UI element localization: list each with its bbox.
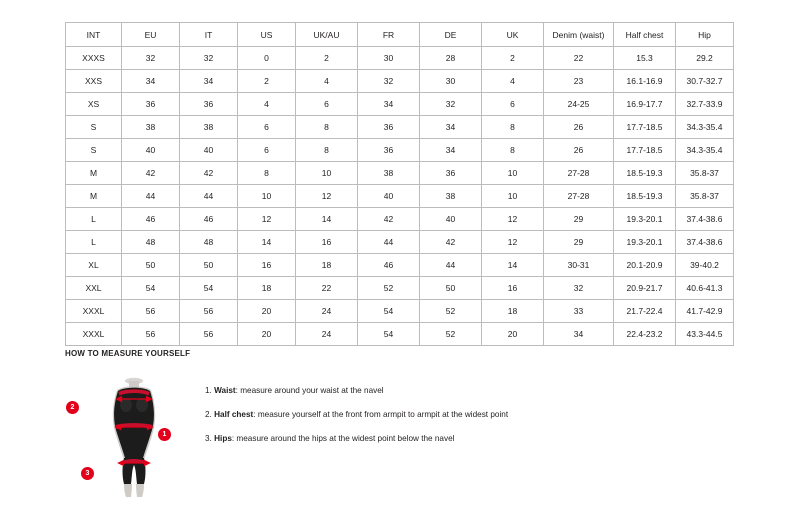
column-header-de: DE <box>420 23 482 47</box>
cell-de: 32 <box>420 93 482 116</box>
cell-us: 6 <box>238 116 296 139</box>
cell-uk-au: 2 <box>296 47 358 70</box>
cell-denim-waist: 33 <box>544 300 614 323</box>
measure-instruction-half-chest <box>205 410 733 420</box>
cell-int: XL <box>66 254 122 277</box>
column-header-uk: UK <box>482 23 544 47</box>
cell-fr: 34 <box>358 93 420 116</box>
how-to-measure-section <box>65 349 733 497</box>
cell-denim-waist: 29 <box>544 208 614 231</box>
column-header-half-chest: Half chest <box>614 23 676 47</box>
measure-instructions <box>195 372 733 444</box>
table-header-row <box>66 23 734 47</box>
column-header-fr: FR <box>358 23 420 47</box>
cell-eu: 48 <box>122 231 180 254</box>
cell-it: 36 <box>180 93 238 116</box>
instruction-number-2: 2. <box>205 409 212 419</box>
cell-eu: 42 <box>122 162 180 185</box>
cell-int: XXXL <box>66 300 122 323</box>
cell-hip: 37.4-38.6 <box>676 208 734 231</box>
cell-uk-au: 18 <box>296 254 358 277</box>
cell-eu: 32 <box>122 47 180 70</box>
cell-half-chest: 18.5-19.3 <box>614 162 676 185</box>
cell-fr: 42 <box>358 208 420 231</box>
cell-de: 40 <box>420 208 482 231</box>
instruction-number-1: 1. <box>205 386 212 395</box>
table-row <box>66 323 734 346</box>
cell-uk: 12 <box>482 231 544 254</box>
cell-us: 14 <box>238 231 296 254</box>
cell-int: S <box>66 139 122 162</box>
instruction-term-waist: Waist <box>214 386 236 395</box>
cell-us: 6 <box>238 139 296 162</box>
cell-half-chest: 20.1-20.9 <box>614 254 676 277</box>
cell-fr: 36 <box>358 139 420 162</box>
cell-eu: 54 <box>122 277 180 300</box>
cell-hip: 40.6-41.3 <box>676 277 734 300</box>
cell-us: 20 <box>238 300 296 323</box>
cell-half-chest: 15.3 <box>614 47 676 70</box>
cell-int: L <box>66 231 122 254</box>
table-row <box>66 93 734 116</box>
cell-de: 52 <box>420 300 482 323</box>
cell-denim-waist: 22 <box>544 47 614 70</box>
table-row <box>66 162 734 185</box>
cell-eu: 38 <box>122 116 180 139</box>
cell-eu: 56 <box>122 323 180 346</box>
instruction-text-hips: : measure around the hips at the widest point below the navel <box>231 433 455 443</box>
cell-de: 28 <box>420 47 482 70</box>
size-conversion-table <box>65 22 734 346</box>
cell-uk: 14 <box>482 254 544 277</box>
cell-hip: 34.3-35.4 <box>676 139 734 162</box>
cell-hip: 41.7-42.9 <box>676 300 734 323</box>
column-header-denim-waist: Denim (waist) <box>544 23 614 47</box>
cell-fr: 52 <box>358 277 420 300</box>
cell-half-chest: 17.7-18.5 <box>614 116 676 139</box>
cell-hip: 43.3-44.5 <box>676 323 734 346</box>
cell-uk: 10 <box>482 185 544 208</box>
cell-uk: 20 <box>482 323 544 346</box>
cell-hip: 35.8-37 <box>676 185 734 208</box>
cell-it: 46 <box>180 208 238 231</box>
column-header-hip: Hip <box>676 23 734 47</box>
cell-us: 20 <box>238 323 296 346</box>
cell-us: 2 <box>238 70 296 93</box>
cell-denim-waist: 27-28 <box>544 185 614 208</box>
cell-int: XXXL <box>66 323 122 346</box>
cell-int: XXL <box>66 277 122 300</box>
cell-us: 0 <box>238 47 296 70</box>
cell-it: 40 <box>180 139 238 162</box>
cell-hip: 32.7-33.9 <box>676 93 734 116</box>
instruction-term-hips: Hips <box>214 433 232 443</box>
cell-hip: 34.3-35.4 <box>676 116 734 139</box>
column-header-uk-au: UK/AU <box>296 23 358 47</box>
cell-uk-au: 6 <box>296 93 358 116</box>
cell-denim-waist: 26 <box>544 116 614 139</box>
instruction-text-waist: : measure around your waist at the navel <box>235 386 384 395</box>
cell-us: 4 <box>238 93 296 116</box>
cell-it: 56 <box>180 323 238 346</box>
cell-us: 12 <box>238 208 296 231</box>
cell-denim-waist: 23 <box>544 70 614 93</box>
instruction-text-half-chest: : measure yourself at the front from armpit to armpit at the widest point <box>253 409 509 419</box>
cell-denim-waist: 30-31 <box>544 254 614 277</box>
table-row <box>66 300 734 323</box>
cell-de: 44 <box>420 254 482 277</box>
cell-us: 16 <box>238 254 296 277</box>
measure-instruction-waist <box>205 386 733 396</box>
measure-badge-2: 2 <box>66 401 79 414</box>
how-to-measure-title: HOW TO MEASURE YOURSELF <box>65 349 191 358</box>
cell-fr: 54 <box>358 300 420 323</box>
cell-eu: 34 <box>122 70 180 93</box>
cell-uk-au: 8 <box>296 116 358 139</box>
cell-half-chest: 22.4-23.2 <box>614 323 676 346</box>
cell-fr: 40 <box>358 185 420 208</box>
cell-fr: 30 <box>358 47 420 70</box>
cell-uk-au: 16 <box>296 231 358 254</box>
cell-de: 30 <box>420 70 482 93</box>
cell-denim-waist: 34 <box>544 323 614 346</box>
size-table-container <box>65 22 733 346</box>
cell-hip: 35.8-37 <box>676 162 734 185</box>
cell-fr: 44 <box>358 231 420 254</box>
cell-int: XXS <box>66 70 122 93</box>
table-row <box>66 208 734 231</box>
table-row <box>66 231 734 254</box>
cell-denim-waist: 29 <box>544 231 614 254</box>
cell-it: 54 <box>180 277 238 300</box>
cell-half-chest: 21.7-22.4 <box>614 300 676 323</box>
table-row <box>66 254 734 277</box>
table-row <box>66 139 734 162</box>
cell-uk: 18 <box>482 300 544 323</box>
cell-eu: 46 <box>122 208 180 231</box>
cell-hip: 30.7-32.7 <box>676 70 734 93</box>
cell-de: 50 <box>420 277 482 300</box>
cell-fr: 38 <box>358 162 420 185</box>
cell-uk-au: 24 <box>296 323 358 346</box>
cell-half-chest: 18.5-19.3 <box>614 185 676 208</box>
cell-it: 38 <box>180 116 238 139</box>
cell-denim-waist: 32 <box>544 277 614 300</box>
cell-it: 56 <box>180 300 238 323</box>
cell-uk-au: 14 <box>296 208 358 231</box>
cell-half-chest: 19.3-20.1 <box>614 231 676 254</box>
cell-it: 50 <box>180 254 238 277</box>
cell-int: XS <box>66 93 122 116</box>
column-header-int: INT <box>66 23 122 47</box>
cell-de: 42 <box>420 231 482 254</box>
cell-fr: 54 <box>358 323 420 346</box>
cell-eu: 40 <box>122 139 180 162</box>
mannequin-figure-area <box>65 372 195 497</box>
cell-hip: 37.4-38.6 <box>676 231 734 254</box>
table-row <box>66 277 734 300</box>
cell-half-chest: 17.7-18.5 <box>614 139 676 162</box>
cell-it: 42 <box>180 162 238 185</box>
cell-eu: 36 <box>122 93 180 116</box>
instruction-number-3: 3. <box>205 433 212 443</box>
cell-it: 44 <box>180 185 238 208</box>
cell-us: 18 <box>238 277 296 300</box>
column-header-us: US <box>238 23 296 47</box>
cell-de: 52 <box>420 323 482 346</box>
cell-half-chest: 20.9-21.7 <box>614 277 676 300</box>
cell-fr: 36 <box>358 116 420 139</box>
how-to-measure-body <box>65 372 733 497</box>
measure-badge-1: 1 <box>158 428 171 441</box>
cell-half-chest: 19.3-20.1 <box>614 208 676 231</box>
cell-it: 34 <box>180 70 238 93</box>
cell-uk: 2 <box>482 47 544 70</box>
measure-badge-3: 3 <box>81 467 94 480</box>
cell-fr: 46 <box>358 254 420 277</box>
cell-uk: 8 <box>482 139 544 162</box>
cell-half-chest: 16.9-17.7 <box>614 93 676 116</box>
cell-int: M <box>66 162 122 185</box>
cell-half-chest: 16.1-16.9 <box>614 70 676 93</box>
cell-uk: 6 <box>482 93 544 116</box>
cell-de: 38 <box>420 185 482 208</box>
cell-us: 10 <box>238 185 296 208</box>
cell-us: 8 <box>238 162 296 185</box>
measure-instruction-hips <box>205 434 733 444</box>
cell-hip: 29.2 <box>676 47 734 70</box>
table-row <box>66 185 734 208</box>
cell-denim-waist: 26 <box>544 139 614 162</box>
cell-de: 34 <box>420 139 482 162</box>
cell-uk: 8 <box>482 116 544 139</box>
cell-uk: 10 <box>482 162 544 185</box>
column-header-eu: EU <box>122 23 180 47</box>
cell-de: 36 <box>420 162 482 185</box>
cell-int: S <box>66 116 122 139</box>
table-row <box>66 47 734 70</box>
cell-int: XXXS <box>66 47 122 70</box>
cell-denim-waist: 27-28 <box>544 162 614 185</box>
cell-denim-waist: 24-25 <box>544 93 614 116</box>
cell-eu: 56 <box>122 300 180 323</box>
cell-eu: 50 <box>122 254 180 277</box>
column-header-it: IT <box>180 23 238 47</box>
cell-uk-au: 22 <box>296 277 358 300</box>
cell-uk-au: 8 <box>296 139 358 162</box>
cell-uk: 16 <box>482 277 544 300</box>
cell-eu: 44 <box>122 185 180 208</box>
instruction-term-half-chest: Half chest <box>214 409 254 419</box>
cell-uk-au: 4 <box>296 70 358 93</box>
table-row <box>66 70 734 93</box>
cell-uk-au: 24 <box>296 300 358 323</box>
cell-it: 48 <box>180 231 238 254</box>
table-row <box>66 116 734 139</box>
cell-fr: 32 <box>358 70 420 93</box>
cell-uk: 4 <box>482 70 544 93</box>
cell-uk-au: 12 <box>296 185 358 208</box>
cell-de: 34 <box>420 116 482 139</box>
cell-int: M <box>66 185 122 208</box>
cell-hip: 39-40.2 <box>676 254 734 277</box>
cell-uk: 12 <box>482 208 544 231</box>
cell-it: 32 <box>180 47 238 70</box>
cell-int: L <box>66 208 122 231</box>
cell-uk-au: 10 <box>296 162 358 185</box>
